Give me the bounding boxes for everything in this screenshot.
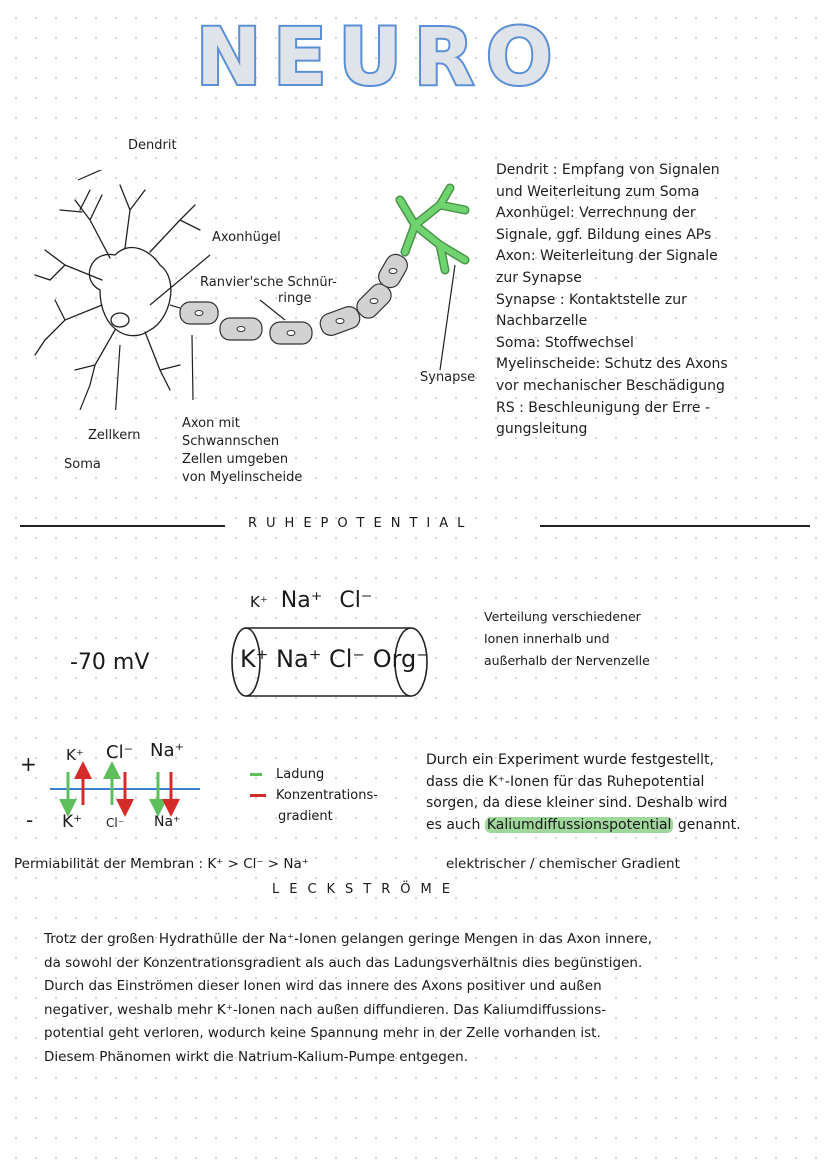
definitions-list <box>496 160 816 441</box>
divider <box>20 525 225 527</box>
label-zellkern: Zellkern <box>88 428 141 443</box>
definition-line: Synapse : Kontaktstelle zur <box>496 291 687 308</box>
label-ranvier: Ranvier'sche Schnür- ringe <box>200 275 337 306</box>
ion-cl-top: Cl⁻ <box>106 742 134 763</box>
ion-na-bottom: Na⁺ <box>154 814 181 830</box>
ion-na-top: Na⁺ <box>150 740 184 761</box>
paragraph-line: Diesem Phänomen wirkt die Natrium-Kalium-Pumpe entgegen. <box>44 1048 469 1065</box>
divider <box>540 525 810 527</box>
definition-line: RS : Beschleunigung der Erre - <box>496 399 711 416</box>
definition-line: Soma: Stoffwechsel <box>496 334 634 351</box>
label-axonhuegel: Axonhügel <box>212 230 281 245</box>
label-synapse: Synapse <box>420 370 476 385</box>
definition-line: vor mechanischer Beschädigung <box>496 377 725 394</box>
ion-k-top: K⁺ <box>66 746 84 764</box>
voltage-value: -70 mV <box>70 650 150 675</box>
definition-line: zur Synapse <box>496 269 582 286</box>
page-title <box>190 6 590 96</box>
legend: Ladung Konzentrations- gradient <box>250 764 378 827</box>
paragraph-line: Durch das Einströmen dieser Ionen wird das innere des Axons positiver und außen <box>44 978 602 994</box>
definition-line: Axonhügel: Verrechnung der <box>496 205 696 222</box>
paragraph-line: da sowohl der Konzentrationsgradient als auch das Ladungsverhältnis dies begünstigen. <box>44 954 643 971</box>
svg-text:NEURO: NEURO <box>196 13 565 96</box>
distribution-note: Verteilung verschiedener Ionen innerhalb und außerhalb der Nervenzelle <box>484 609 650 668</box>
section-ruhepotential <box>20 516 810 536</box>
minus-sign: - <box>26 808 34 832</box>
gradient-arrows <box>50 760 210 820</box>
permeability-line: Permiabilität der Membran : K⁺ > Cl⁻ > Na⁺ <box>14 856 309 872</box>
label-soma: Soma <box>64 457 101 472</box>
section-title: RUHEPOTENTIAL <box>248 516 474 531</box>
definition-line: Nachbarzelle <box>496 313 588 330</box>
legend-konzentration: Konzentrations- <box>250 785 378 806</box>
ion-k-bottom: K⁺ <box>62 812 83 832</box>
section-leckstroeme: LECKSTRÖME <box>272 882 460 897</box>
paragraph-line: potential geht verloren, wodurch keine Spannung mehr in der Zelle vorhanden ist. <box>44 1025 601 1041</box>
highlight-kaliumdiffussionspotential: Kaliumdiffussionspotential <box>486 816 672 833</box>
paragraph-line: Trotz der großen Hydrathülle der Na⁺-Ionen gelangen geringe Mengen in das Axon innere, <box>44 931 652 947</box>
legend-ladung: Ladung <box>250 764 378 785</box>
definition-line: Signale, ggf. Bildung eines APs <box>496 226 712 243</box>
plus-sign: + <box>20 752 37 776</box>
label-dendrit: Dendrit <box>128 138 177 153</box>
definition-line: Axon: Weiterleitung der Signale <box>496 248 718 265</box>
gradient-text: elektrischer / chemischer Gradient <box>446 856 680 872</box>
definition-line: Dendrit : Empfang von Signalen <box>496 162 720 178</box>
label-axon: Axon mit Schwannschen Zellen umgeben von Myelinscheide <box>182 416 303 485</box>
cylinder-label: K⁺ Na⁺ Cl⁻ Org⁻ <box>240 645 429 673</box>
ions-top: K⁺ Na⁺ Cl⁻ <box>250 588 373 613</box>
leckstroeme-paragraph <box>44 928 804 1069</box>
definition-line: Myelinscheide: Schutz des Axons <box>496 356 728 373</box>
ion-cl-bottom: Cl⁻ <box>106 816 125 830</box>
definition-line: und Weiterleitung zum Soma <box>496 183 700 200</box>
paragraph-line: negativer, weshalb mehr K⁺-Ionen nach außen diffundieren. Das Kaliumdiffussions- <box>44 1001 607 1018</box>
definition-line: gungsleitung <box>496 421 588 438</box>
experiment-text: Durch ein Experiment wurde festgestellt, dass die K⁺-Ionen für das Ruhepotential sorgen, da diese kleiner sind. Deshalb wird es auch Kaliumdiffussionspotential genannt. <box>426 752 741 833</box>
